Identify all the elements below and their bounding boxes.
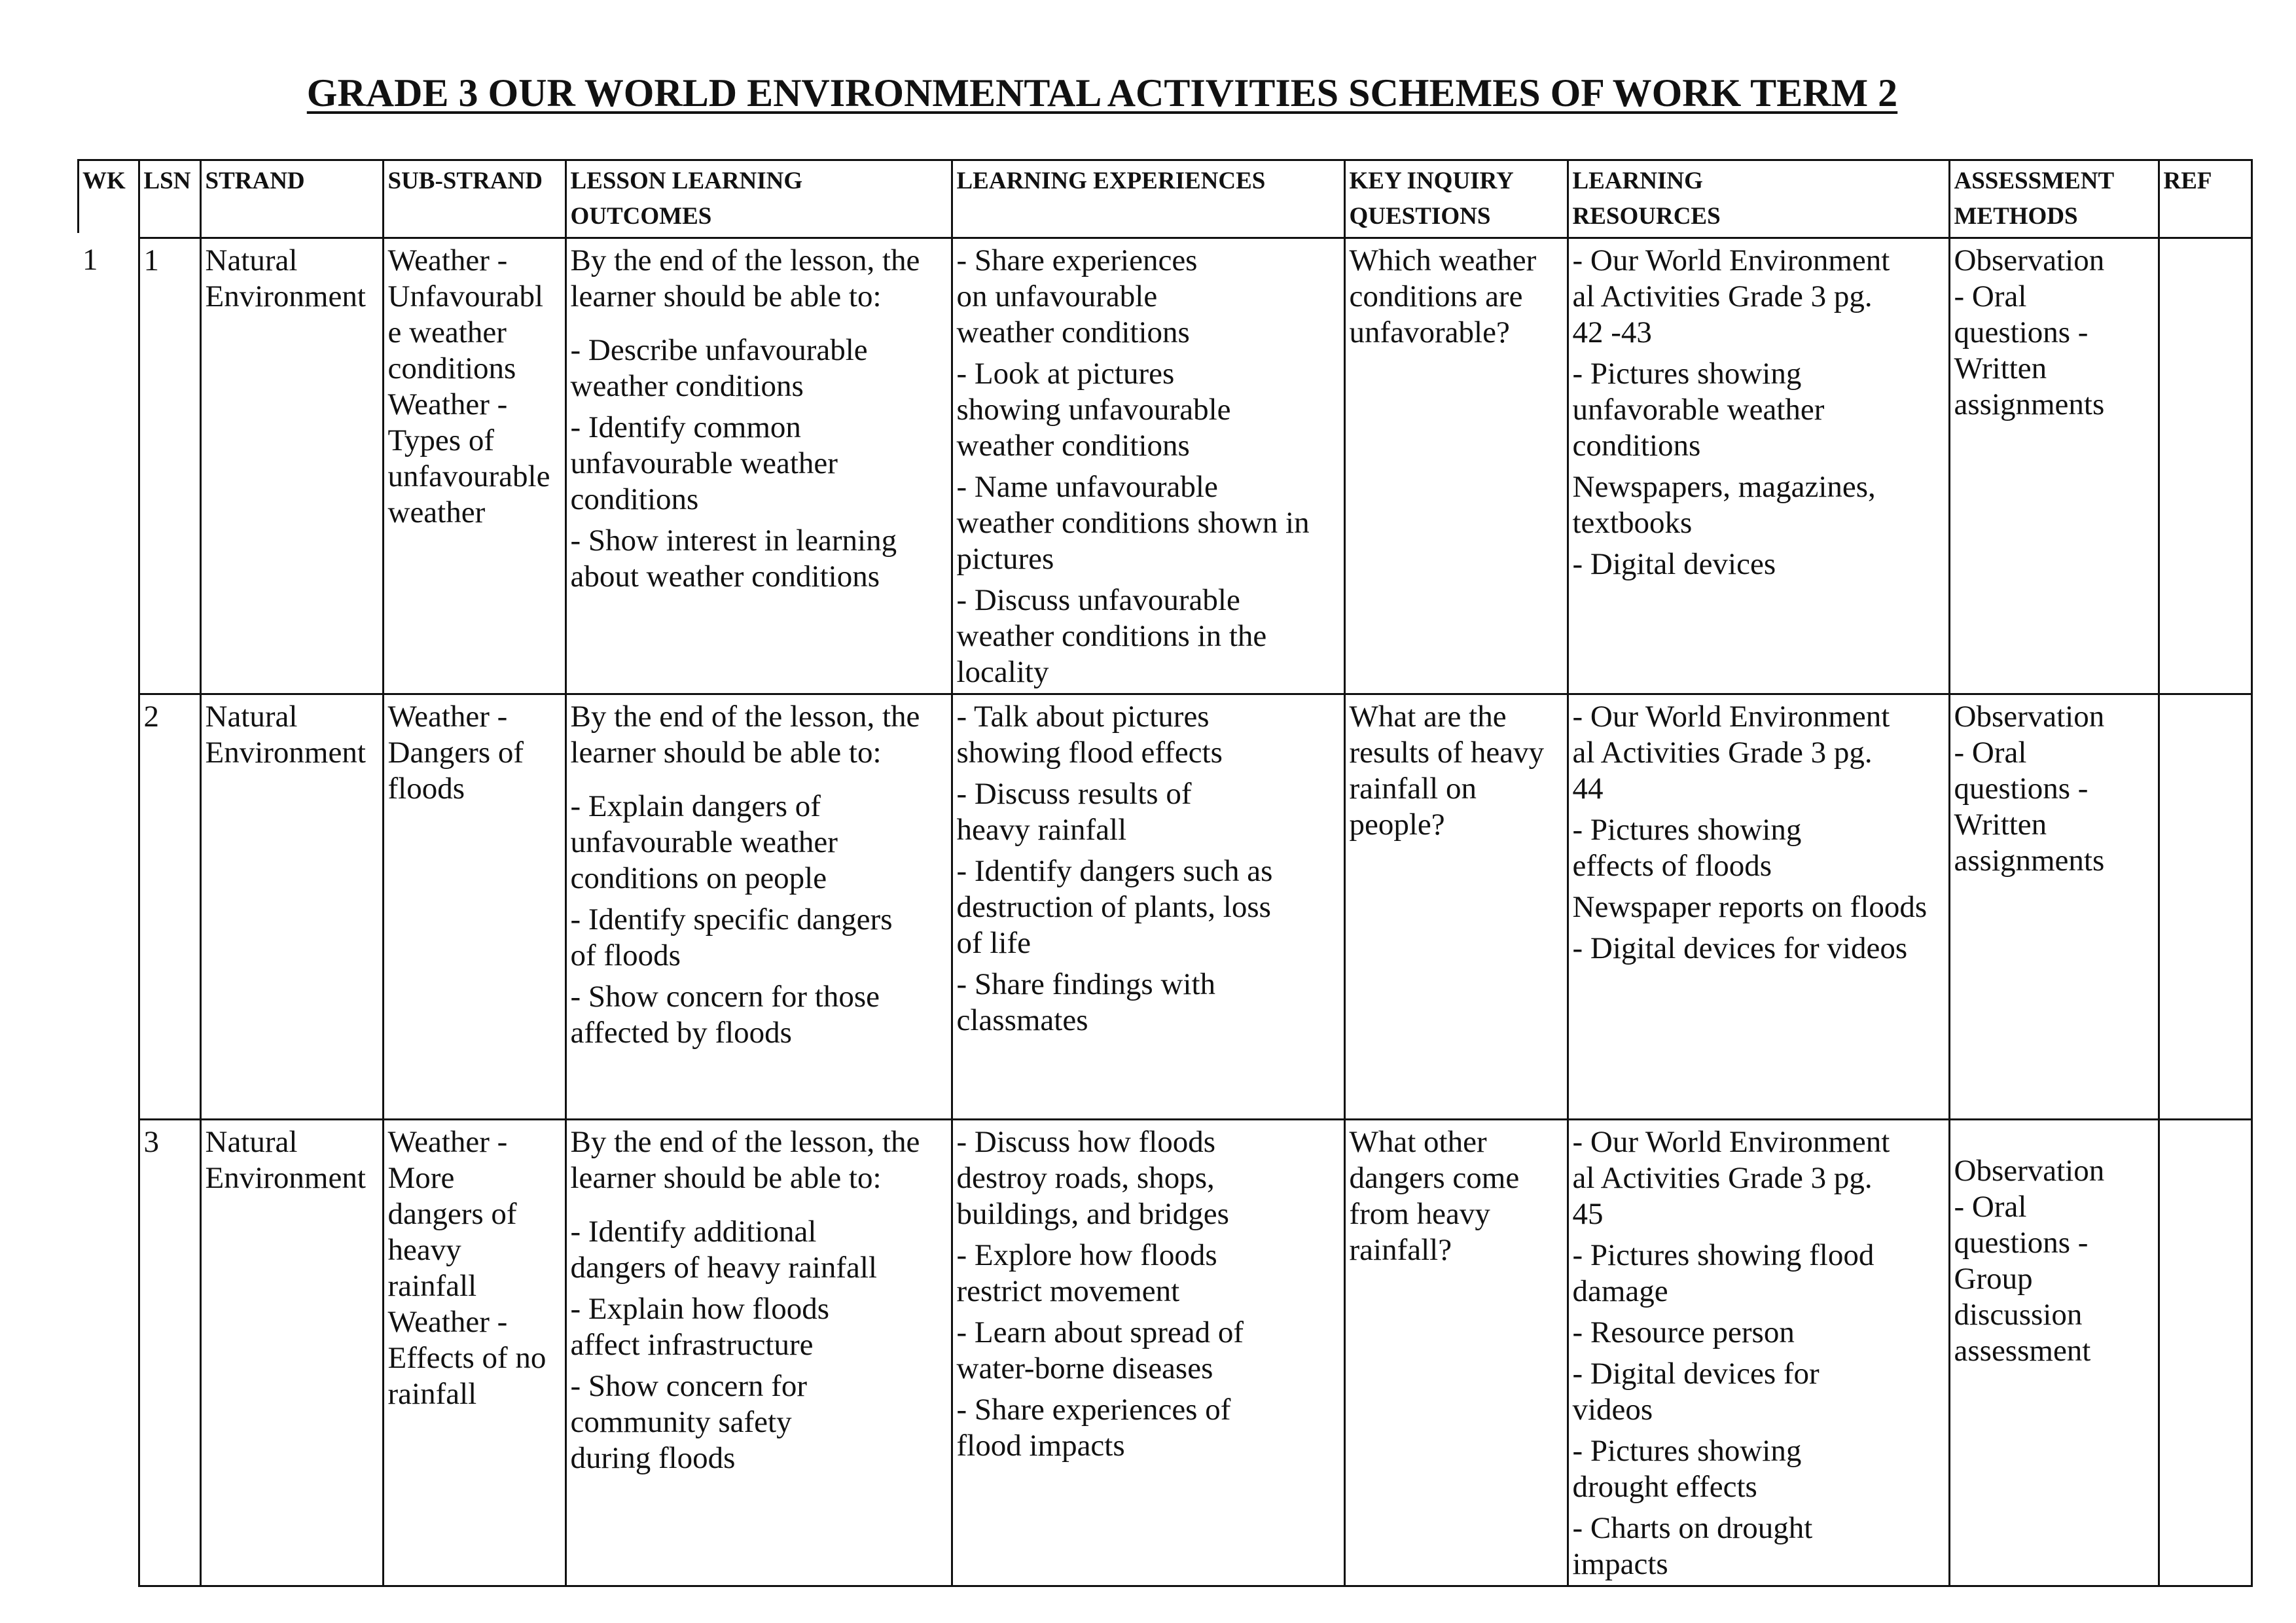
cell-text-line: - Look at pictures [956, 357, 1175, 391]
cell-text-line: - Oral [1954, 736, 2027, 770]
cell-text-line: Group [1954, 1262, 2033, 1296]
table-row [79, 1120, 2251, 1586]
cell-text-line: assessment [1954, 1334, 2091, 1368]
header-assessment: ASSESSMENT METHODS [1949, 160, 2159, 238]
cell-text-line: discussion [1954, 1298, 2083, 1332]
cell-text-line: Environment [205, 736, 366, 770]
cell-text-line: 2 [143, 700, 159, 734]
learning-resources-cell [1568, 1120, 1949, 1586]
cell-text-line: videos [1572, 1393, 1653, 1427]
cell-text-line: - Our World Environment [1572, 243, 1890, 277]
cell-text-line: learner should be able to: [570, 736, 882, 770]
cell-text-line: - Explore how floods [956, 1238, 1217, 1272]
cell-text-line: conditions [1572, 429, 1701, 463]
cell-text-line: Observation [1954, 1154, 2105, 1188]
cell-text-line: Written [1954, 808, 2047, 842]
table-row [79, 694, 2251, 1120]
week-number-cell [79, 1120, 139, 1586]
cell-text-line: 1 [82, 242, 98, 277]
cell-text-line: Weather - [387, 1125, 508, 1159]
cell-text-line: What are the [1349, 700, 1507, 734]
cell-text-line: weather conditions in the [956, 619, 1267, 653]
cell-text-line: - Show interest in learning [570, 524, 897, 558]
cell-text-line: Weather - [387, 243, 508, 277]
cell-text-line: Which weather [1349, 243, 1537, 277]
cell-text-line: showing unfavourable [956, 393, 1231, 427]
cell-text-line: destruction of plants, loss [956, 890, 1271, 924]
header-ref: REF [2159, 160, 2251, 238]
cell-text-line: - Identify additional [570, 1215, 817, 1249]
cell-text-line: Environment [205, 279, 366, 313]
header-lsn: LSN [139, 160, 200, 238]
cell-text-line: al Activities Grade 3 pg. [1572, 736, 1873, 770]
key-inquiry-cell [1344, 238, 1568, 694]
cell-text-line: heavy rainfall [956, 813, 1127, 847]
cell-text-line: questions - [1954, 772, 2089, 806]
cell-text-line: - Digital devices for [1572, 1357, 1820, 1391]
spacer [571, 771, 947, 789]
header-row [79, 160, 2251, 238]
cell-text-line: floods [387, 772, 465, 806]
cell-text-line: Observation [1954, 243, 2105, 277]
cell-text-line: - Digital devices for videos [1572, 931, 1908, 965]
cell-text-line: locality [956, 655, 1049, 689]
header-strand: STRAND [200, 160, 383, 238]
assessment-cell [1949, 694, 2159, 1120]
cell-text-line: flood impacts [956, 1429, 1125, 1463]
cell-text-line: - Discuss how floods [956, 1125, 1216, 1159]
cell-text-line: 45 [1572, 1197, 1604, 1231]
strand-cell [200, 238, 383, 694]
page-title: GRADE 3 OUR WORLD ENVIRONMENTAL ACTIVITIES SCHEMES OF WORK TERM 2 [306, 71, 1898, 115]
cell-text-line: Natural [205, 1125, 298, 1159]
cell-text-line: By the end of the lesson, the [570, 700, 920, 734]
cell-text-line: - Identify specific dangers [570, 902, 893, 936]
cell-text-line: - Pictures showing [1572, 813, 1802, 847]
cell-text-line: impacts [1572, 1547, 1668, 1581]
cell-text-line: dangers of heavy rainfall [570, 1251, 877, 1285]
header-sub-strand: SUB-STRAND [383, 160, 565, 238]
cell-text-line: - Our World Environment [1572, 1125, 1890, 1159]
table-row [79, 238, 2251, 694]
cell-text-line: - Our World Environment [1572, 700, 1890, 734]
assessment-cell [1949, 1120, 2159, 1586]
cell-text-line: conditions [570, 482, 699, 516]
cell-text-line: weather conditions [570, 369, 804, 403]
cell-text-line: people? [1349, 808, 1445, 842]
cell-text-line: - Explain dangers of [570, 789, 821, 823]
cell-text-line: - Resource person [1572, 1315, 1795, 1349]
cell-text-line: - Discuss unfavourable [956, 583, 1240, 617]
cell-text-line: Written [1954, 351, 2047, 385]
cell-text-line: during floods [570, 1441, 736, 1475]
cell-text-line: results of heavy [1349, 736, 1545, 770]
learning-outcomes-cell [565, 694, 952, 1120]
week-number-cell [79, 238, 139, 694]
learning-outcomes-cell [565, 1120, 952, 1586]
cell-text-line: By the end of the lesson, the [570, 1125, 920, 1159]
cell-text-line: rainfall on [1349, 772, 1477, 806]
cell-text-line: conditions are [1349, 279, 1523, 313]
cell-text-line: Unfavourabl [387, 279, 544, 313]
key-inquiry-cell [1344, 694, 1568, 1120]
cell-text-line: - Oral [1954, 1190, 2027, 1224]
cell-text-line: - Show concern for [570, 1369, 808, 1403]
cell-text-line: learner should be able to: [570, 1161, 882, 1195]
cell-text-line: weather conditions shown in [956, 506, 1310, 540]
cell-text-line: Observation [1954, 700, 2105, 734]
cell-text-line: Natural [205, 700, 298, 734]
cell-text-line: of floods [570, 938, 681, 972]
cell-text-line: - Share experiences of [956, 1393, 1231, 1427]
cell-text-line: Weather - [387, 1305, 508, 1339]
cell-text-line: damage [1572, 1274, 1668, 1308]
cell-text-line: - Explain how floods [570, 1292, 830, 1326]
cell-text-line: Newspapers, magazines, [1572, 470, 1876, 504]
cell-text-line: - Discuss results of [956, 777, 1192, 811]
cell-text-line: - Oral [1954, 279, 2027, 313]
cell-text-line: assignments [1954, 387, 2105, 421]
cell-text-line: about weather conditions [570, 560, 880, 594]
assessment-cell [1949, 238, 2159, 694]
cell-text-line: unfavourable weather [570, 446, 838, 480]
cell-text-line: - Pictures showing flood [1572, 1238, 1874, 1272]
sub-strand-cell [383, 238, 565, 694]
cell-text-line: from heavy [1349, 1197, 1490, 1231]
cell-text-line: - Share findings with [956, 967, 1216, 1001]
cell-text-line: - Pictures showing [1572, 357, 1802, 391]
cell-text-line: - Learn about spread of [956, 1315, 1244, 1349]
learning-resources-cell [1568, 238, 1949, 694]
cell-text-line: weather [387, 495, 486, 529]
cell-text-line: weather conditions [956, 429, 1190, 463]
cell-text-line: - Identify common [570, 410, 801, 444]
cell-text-line: - Share experiences [956, 243, 1198, 277]
cell-text-line: drought effects [1572, 1470, 1757, 1504]
cell-text-line: rainfall? [1349, 1233, 1452, 1267]
strand-cell [200, 694, 383, 1120]
cell-text-line: questions - [1954, 1226, 2089, 1260]
ref-cell [2159, 1120, 2251, 1586]
lesson-number-cell [139, 238, 200, 694]
cell-text-line: 44 [1572, 772, 1604, 806]
learning-outcomes-cell [565, 238, 952, 694]
cell-text-line: Dangers of [387, 736, 524, 770]
cell-text-line: questions - [1954, 315, 2089, 349]
cell-text-line: - Charts on drought [1572, 1511, 1813, 1545]
cell-text-line: rainfall [387, 1377, 477, 1411]
learning-resources-cell [1568, 694, 1949, 1120]
cell-text-line: unfavorable? [1349, 315, 1510, 349]
cell-text-line: 42 -43 [1572, 315, 1652, 349]
cell-text-line: Natural [205, 243, 298, 277]
cell-text-line: - Name unfavourable [956, 470, 1218, 504]
learning-experiences-cell [952, 694, 1344, 1120]
lesson-number-cell [139, 694, 200, 1120]
cell-text-line: weather conditions [956, 315, 1190, 349]
cell-text-line: Environment [205, 1161, 366, 1195]
cell-text-line: water-borne diseases [956, 1351, 1213, 1385]
cell-text-line: al Activities Grade 3 pg. [1572, 279, 1873, 313]
cell-text-line: - Show concern for those [570, 980, 880, 1014]
scheme-of-work-table [79, 159, 2253, 1587]
spacer [571, 315, 947, 332]
learning-experiences-cell [952, 238, 1344, 694]
cell-text-line: learner should be able to: [570, 279, 882, 313]
cell-text-line: al Activities Grade 3 pg. [1572, 1161, 1873, 1195]
sub-strand-cell [383, 1120, 565, 1586]
lesson-number-cell [139, 1120, 200, 1586]
cell-text-line: unfavourable weather [570, 825, 838, 859]
cell-text-line: on unfavourable [956, 279, 1158, 313]
cell-text-line: e weather [387, 315, 507, 349]
cell-text-line: Weather - [387, 700, 508, 734]
header-inquiry: KEY INQUIRY QUESTIONS [1344, 160, 1568, 238]
cell-text-line: By the end of the lesson, the [570, 243, 920, 277]
cell-text-line: pictures [956, 542, 1054, 576]
cell-text-line: dangers of [387, 1197, 517, 1231]
cell-text-line: conditions on people [570, 861, 827, 895]
cell-text-line: - Pictures showing [1572, 1434, 1802, 1468]
cell-text-line: - Describe unfavourable [570, 333, 868, 367]
sub-strand-cell [383, 694, 565, 1120]
strand-cell [200, 1120, 383, 1586]
ref-cell [2159, 694, 2251, 1120]
header-resources: LEARNING RESOURCES [1568, 160, 1949, 238]
cell-text-line: showing flood effects [956, 736, 1223, 770]
cell-text-line: destroy roads, shops, [956, 1161, 1215, 1195]
learning-experiences-cell [952, 1120, 1344, 1586]
cell-text-line: 1 [143, 243, 159, 277]
cell-text-line: More [387, 1161, 455, 1195]
cell-text-line: 3 [143, 1125, 159, 1159]
cell-text-line: community safety [570, 1405, 792, 1439]
cell-text-line: conditions [387, 351, 516, 385]
cell-text-line: Types of [387, 423, 494, 457]
week-number-cell [79, 694, 139, 1120]
cell-text-line: textbooks [1572, 506, 1693, 540]
cell-text-line: classmates [956, 1003, 1088, 1037]
cell-text-line: Weather - [387, 387, 508, 421]
cell-text-line: - Digital devices [1572, 547, 1776, 581]
cell-text-line: restrict movement [956, 1274, 1180, 1308]
cell-text-line: - Identify dangers such as [956, 854, 1273, 888]
cell-text-line: - Talk about pictures [956, 700, 1210, 734]
cell-text-line: assignments [1954, 844, 2105, 878]
cell-text-line: unfavorable weather [1572, 393, 1825, 427]
cell-text-line: effects of floods [1572, 849, 1772, 883]
cell-text-line: unfavourable [387, 459, 550, 493]
cell-text-line: affect infrastructure [570, 1328, 814, 1362]
cell-text-line: affected by floods [570, 1016, 792, 1050]
cell-text-line: rainfall [387, 1269, 477, 1303]
ref-cell [2159, 238, 2251, 694]
header-experiences: LEARNING EXPERIENCES [952, 160, 1344, 238]
key-inquiry-cell [1344, 1120, 1568, 1586]
cell-text-line: buildings, and bridges [956, 1197, 1229, 1231]
spacer [571, 1196, 947, 1214]
cell-text-line: of life [956, 926, 1031, 960]
cell-text-line: heavy [387, 1233, 461, 1267]
left-rule-header [77, 159, 79, 233]
header-wk: WK [79, 160, 139, 238]
cell-text-line: dangers come [1349, 1161, 1520, 1195]
cell-text-line: Effects of no [387, 1341, 547, 1375]
cell-text-line: What other [1349, 1125, 1487, 1159]
header-outcomes: LESSON LEARNING OUTCOMES [565, 160, 952, 238]
cell-text-line: Newspaper reports on floods [1572, 890, 1928, 924]
